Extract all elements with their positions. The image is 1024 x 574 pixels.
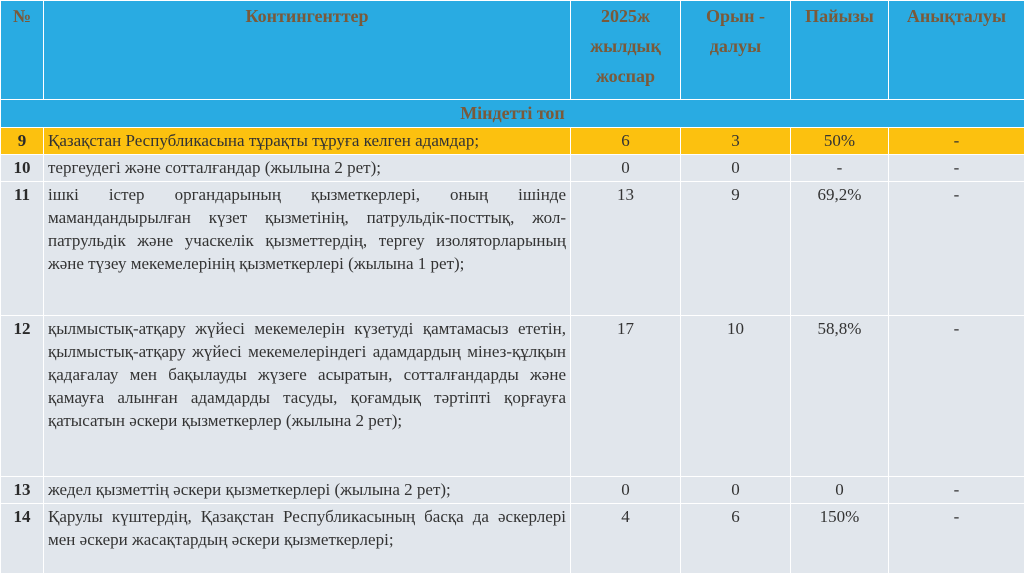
table-row [1, 477, 1024, 504]
row-percent: 69,2% [791, 182, 889, 316]
header-percent: Пайызы [791, 1, 889, 100]
row-num: 14 [1, 504, 44, 574]
table-row [1, 128, 1024, 155]
row-plan: 0 [571, 155, 681, 182]
row-done: 9 [681, 182, 791, 316]
row-num: 11 [1, 182, 44, 316]
row-percent: 150% [791, 504, 889, 574]
table-header-row [1, 1, 1024, 100]
row-identified: - [889, 182, 1024, 316]
row-num: 10 [1, 155, 44, 182]
row-percent: 0 [791, 477, 889, 504]
row-num: 13 [1, 477, 44, 504]
row-plan: 4 [571, 504, 681, 574]
row-num: 12 [1, 316, 44, 477]
row-text: қылмыстық-атқару жүйесі мекемелерін күзетуді қамтамасыз ететін, қылмыстық-атқару жүйесі мекемелеріндегі адамдардың мінез-құлқын қадағалау мен бақылауды жүзеге асыратын, сотталғандарды және қамауға алынған адамдарды тасуды, қоғамдық тәртіпті қорғауға қатысатын әскери қызметкерлер (жылына 2 рет); [44, 316, 571, 477]
row-plan: 0 [571, 477, 681, 504]
row-text: жедел қызметтің әскери қызметкерлері (жылына 2 рет); [44, 477, 571, 504]
row-text: Қарулы күштердің, Қазақстан Республикасының басқа да әскерлері мен әскери жасақтардың әскери қызметкерлері; [44, 504, 571, 574]
row-done: 6 [681, 504, 791, 574]
row-done: 0 [681, 477, 791, 504]
row-identified: - [889, 477, 1024, 504]
section-title: Міндетті топ [1, 100, 1024, 128]
header-num: № [1, 1, 44, 100]
row-done: 3 [681, 128, 791, 155]
header-done: Орын - далуы [681, 1, 791, 100]
table-row [1, 155, 1024, 182]
row-plan: 17 [571, 316, 681, 477]
row-percent: 50% [791, 128, 889, 155]
table-row [1, 182, 1024, 316]
header-contingent: Контингенттер [44, 1, 571, 100]
section-row [1, 100, 1024, 128]
header-plan: 2025ж жылдық жоспар [571, 1, 681, 100]
row-done: 10 [681, 316, 791, 477]
row-plan: 6 [571, 128, 681, 155]
row-text: ішкі істер органдарының қызметкерлері, оның ішінде мамандандырылған күзет қызметінің, патрульдік-посттық, жол-патрульдік және учаскелік қызметтердің, тергеу изоляторларының және түзеу мекемелерінің қызметкерлері (жылына 1 рет); [44, 182, 571, 316]
header-identified: Анықталуы [889, 1, 1024, 100]
row-plan: 13 [571, 182, 681, 316]
row-identified: - [889, 155, 1024, 182]
row-num: 9 [1, 128, 44, 155]
row-identified: - [889, 316, 1024, 477]
row-done: 0 [681, 155, 791, 182]
row-identified: - [889, 128, 1024, 155]
row-identified: - [889, 504, 1024, 574]
row-text: Қазақстан Республикасына тұрақты тұруға келген адамдар; [44, 128, 571, 155]
row-percent: - [791, 155, 889, 182]
row-text: тергеудегі және сотталғандар (жылына 2 рет); [44, 155, 571, 182]
table-row [1, 504, 1024, 574]
row-percent: 58,8% [791, 316, 889, 477]
table-row [1, 316, 1024, 477]
